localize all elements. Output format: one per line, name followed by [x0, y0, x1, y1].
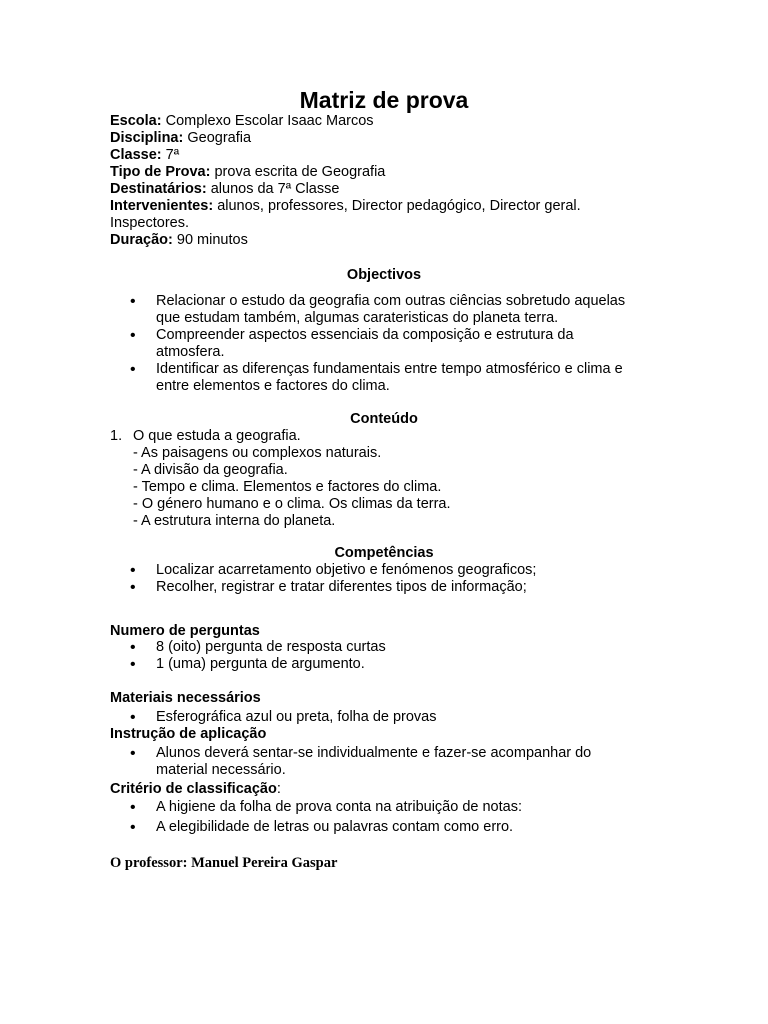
list-item [130, 745, 670, 779]
list-item [130, 361, 670, 395]
info-value: alunos da 7ª Classe [210, 181, 340, 197]
info-value: 90 minutos [176, 232, 248, 248]
materiais-heading: Materiais necessários [110, 690, 261, 706]
exam-info [110, 113, 650, 249]
conteudo-sub-item: - A estrutura interna do planeta. [133, 513, 336, 529]
info-label: Escola: [110, 113, 162, 129]
list-item: • 1 (uma) pergunta de argumento. [130, 656, 670, 673]
info-value: alunos, professores, Director pedagógico, Director geral. [217, 198, 581, 214]
list-item: • A higiene da folha de prova conta na atribuição de notas: [130, 799, 670, 816]
info-classe [110, 147, 650, 164]
list-item-line: Relacionar o estudo da geografia com outras ciências sobretudo aquelas [156, 293, 626, 309]
criterio-list [130, 799, 670, 836]
materiais-list [130, 709, 670, 726]
list-item-line: Alunos deverá sentar-se individualmente e fazer-se acompanhar do [156, 745, 592, 761]
conteudo-list [110, 428, 650, 530]
list-item-line: Identificar as diferenças fundamentais entre tempo atmosférico e clima e [156, 361, 623, 377]
conteudo-sub-item: - A divisão da geografia. [133, 462, 288, 478]
list-item [130, 327, 670, 361]
professor-signature-line: O professor: Manuel Pereira Gaspar [110, 855, 338, 871]
info-label: Tipo de Prova: [110, 164, 211, 180]
conteudo-sub-item: - O género humano e o clima. Os climas da terra. [133, 496, 451, 512]
list-item-line: atmosfera. [156, 344, 225, 360]
info-value: prova escrita de Geografia [214, 164, 386, 180]
info-intervenientes-cont: Inspectores. [110, 215, 189, 231]
conteudo-sub-item: - As paisagens ou complexos naturais. [133, 445, 382, 461]
list-item: • 8 (oito) pergunta de resposta curtas [130, 639, 670, 656]
list-item: • A elegibilidade de letras ou palavras contam como erro. [130, 819, 670, 836]
info-label: Disciplina: [110, 130, 184, 146]
criterio-heading-colon: : [276, 781, 281, 797]
info-label: Intervenientes: [110, 198, 214, 214]
info-intervenientes [110, 198, 650, 215]
list-item-line: material necessário. [156, 762, 286, 778]
info-label: Classe: [110, 147, 162, 163]
list-item: • Esferográfica azul ou preta, folha de provas [130, 709, 670, 726]
document-title: Matriz de prova [299, 87, 469, 113]
conteudo-heading: Conteúdo [350, 411, 418, 427]
perguntas-list [130, 639, 670, 673]
info-destinatarios [110, 181, 650, 198]
list-item-line: entre elementos e factores do clima. [156, 378, 390, 394]
competencias-heading: Competências [334, 545, 434, 561]
info-value: 7ª [165, 147, 180, 163]
objectivos-list [130, 293, 670, 395]
conteudo-sub-item: - Tempo e clima. Elementos e factores do clima. [133, 479, 442, 495]
list-item: • Recolher, registrar e tratar diferentes tipos de informação; [130, 579, 670, 596]
info-value: Complexo Escolar Isaac Marcos [165, 113, 374, 129]
perguntas-heading: Numero de perguntas [110, 623, 260, 639]
list-item-line: Compreender aspectos essenciais da composição e estrutura da [156, 327, 574, 343]
criterio-heading [110, 781, 281, 798]
info-value: Geografia [187, 130, 252, 146]
info-escola [110, 113, 650, 130]
info-disciplina [110, 130, 650, 147]
info-duracao [110, 232, 650, 249]
criterio-heading-text: Critério de classificação [110, 781, 277, 797]
list-number: 1. [110, 428, 123, 444]
conteudo-main-item: O que estuda a geografia. [133, 428, 301, 444]
list-item [130, 293, 670, 327]
instrucao-heading: Instrução de aplicação [110, 726, 267, 742]
info-label: Destinatários: [110, 181, 207, 197]
objectivos-heading: Objectivos [346, 267, 422, 283]
list-item: • Localizar acarretamento objetivo e fenómenos geograficos; [130, 562, 670, 579]
instrucao-list [130, 745, 670, 779]
info-tipo-prova [110, 164, 650, 181]
list-item-line: que estudam também, algumas carateristicas do planeta terra. [156, 310, 559, 326]
info-label: Duração: [110, 232, 173, 248]
competencias-list [130, 562, 670, 596]
